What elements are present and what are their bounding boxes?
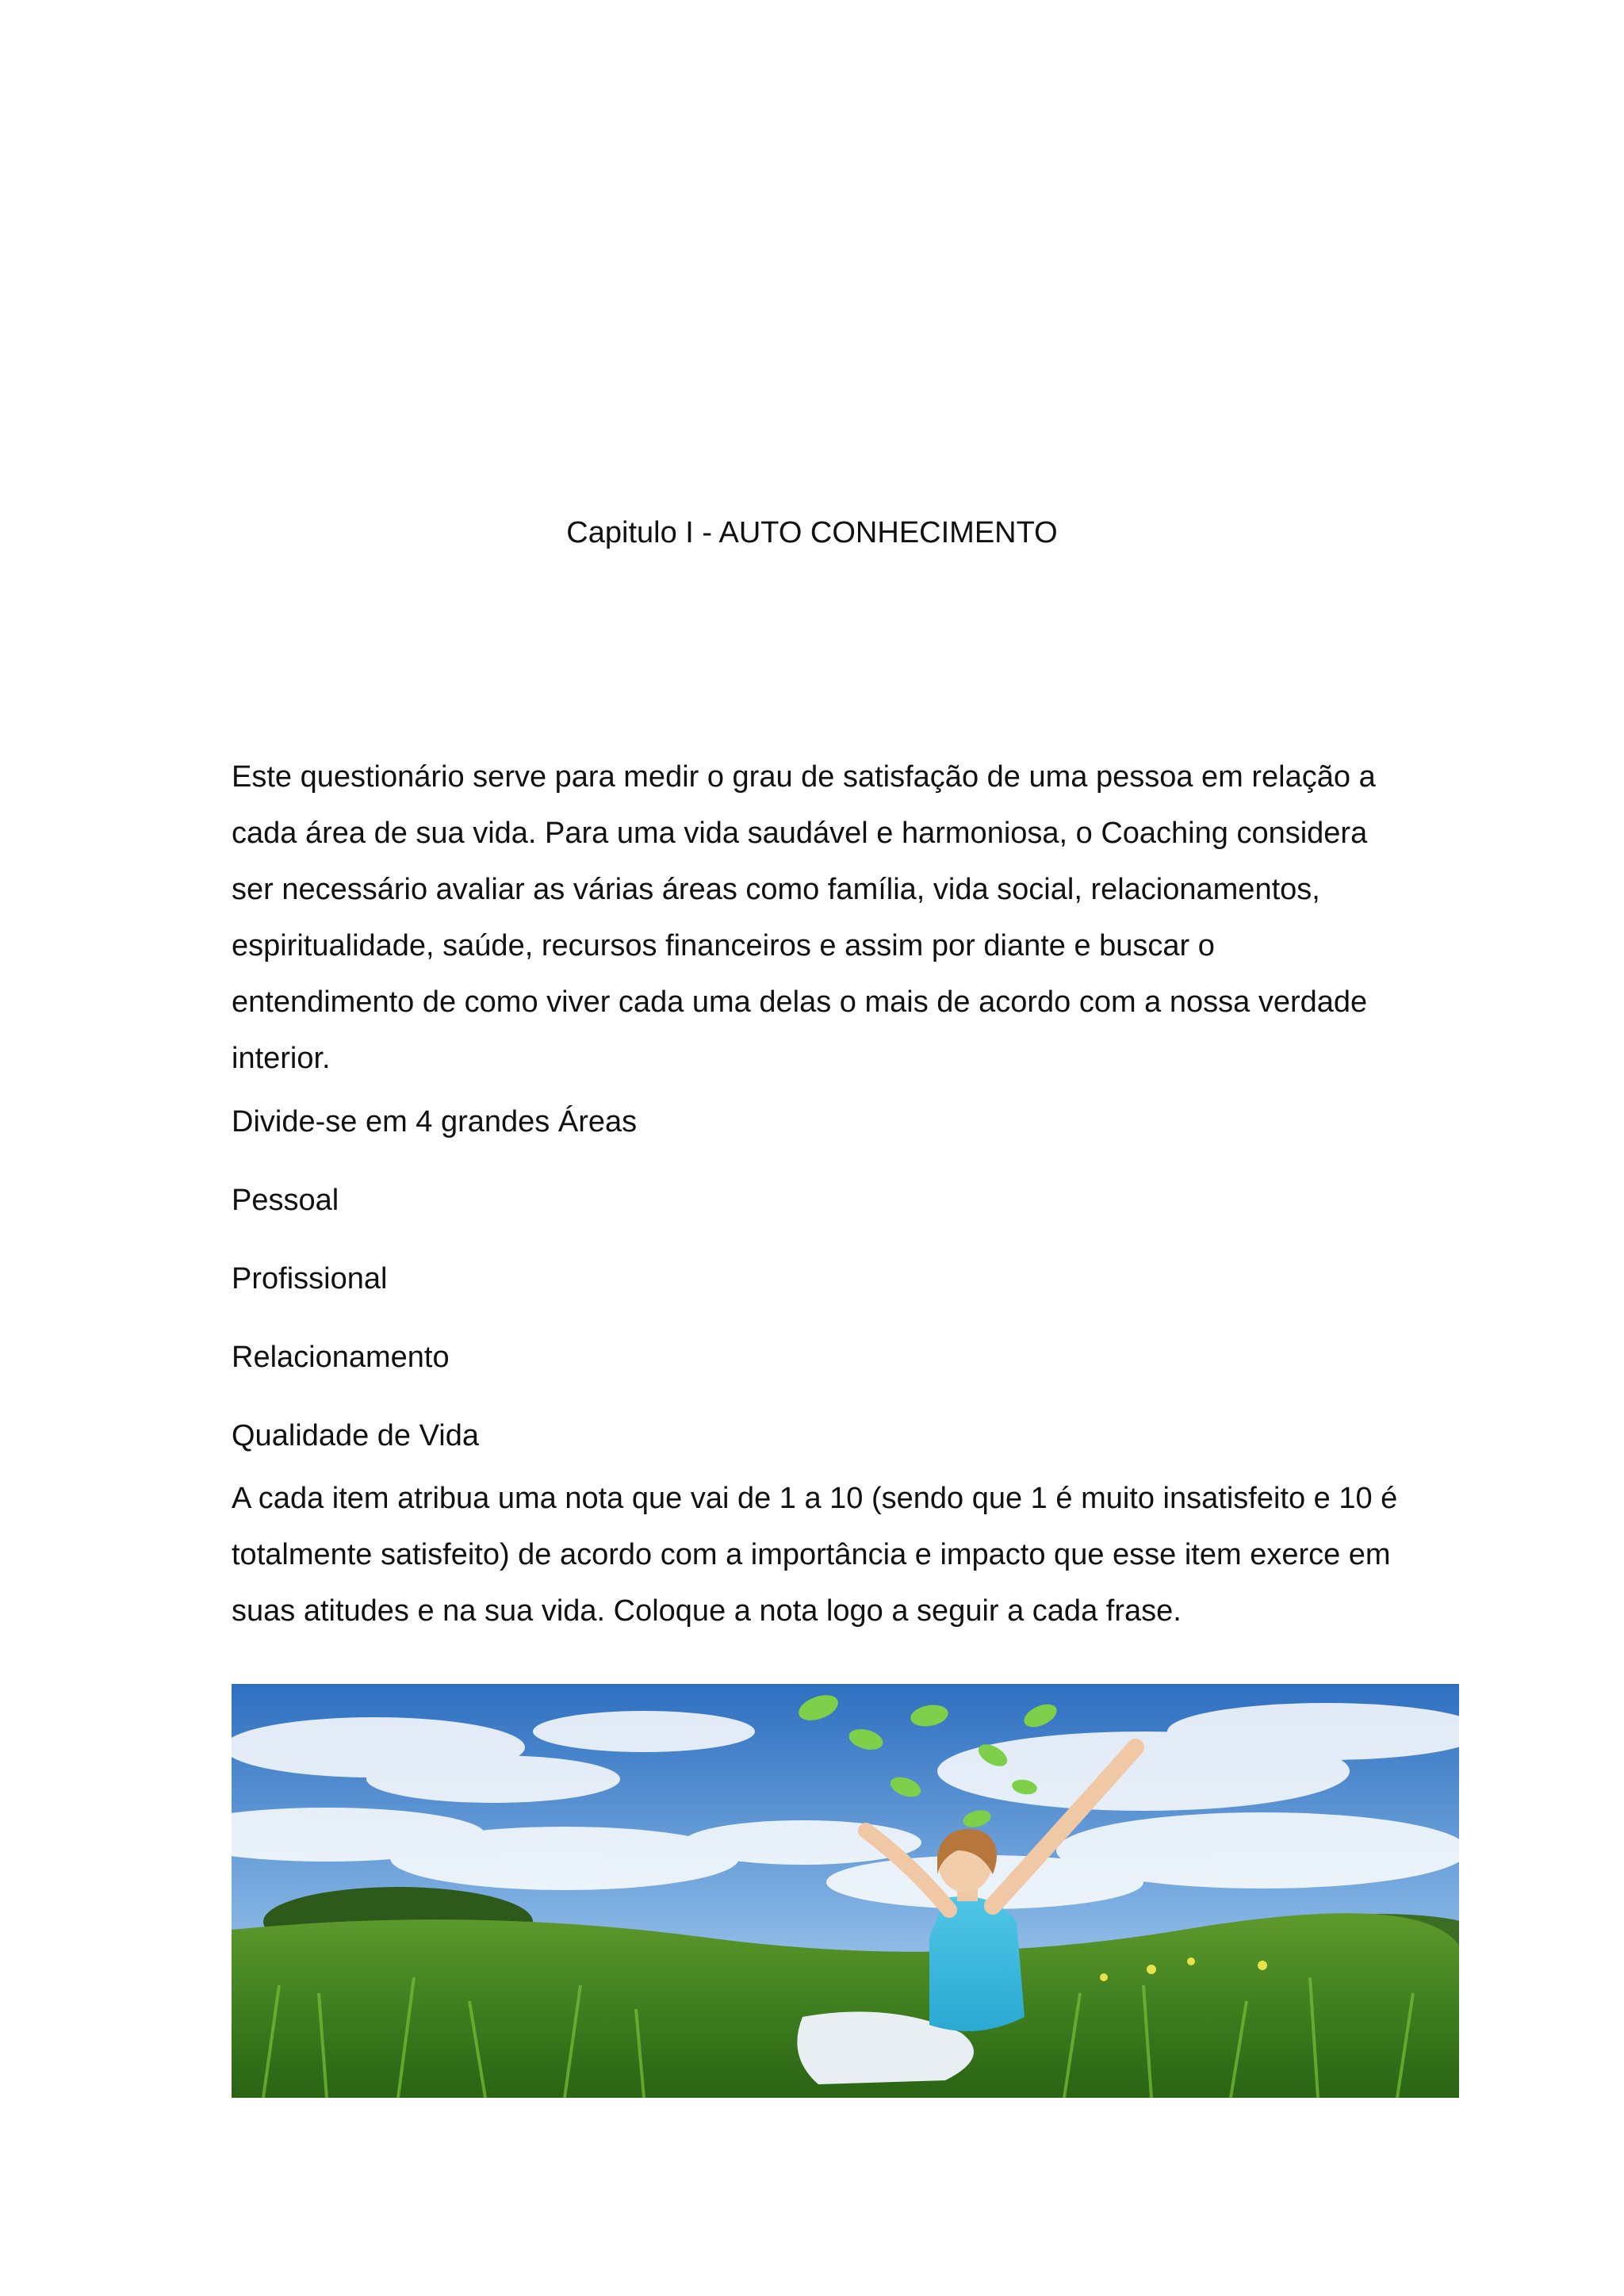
intro-paragraph: Este questionário serve para medir o grau de satisfação de uma pessoa em relação a cada área de sua vida. Para uma vida saudável e harmoniosa, o Coaching considera ser necessário avaliar as várias áreas como família, vida social, relacionamentos, espiritualidade, saúde, recursos financeiros e assim por diante e buscar o entendimento de como viver cada uma delas o mais de acordo com a nossa verdade interior. <box>232 760 1376 1075</box>
areas-heading: Divide-se em 4 grandes Áreas <box>232 1105 638 1138</box>
area-item-pessoal: Pessoal <box>232 1184 339 1217</box>
hero-image <box>232 1684 1459 2098</box>
page-title: Capitulo I - AUTO CONHECIMENTO <box>566 516 1058 549</box>
area-item-relacionamento: Relacionamento <box>232 1341 450 1374</box>
document-body <box>232 749 1405 1640</box>
area-item-qualidade-de-vida: Qualidade de Vida <box>232 1419 479 1452</box>
instruction-paragraph: A cada item atribua uma nota que vai de 1 a 10 (sendo que 1 é muito insatisfeito e 10 é totalmente satisfeito) de acordo com a importância e impacto que esse item exerce em suas atitudes e na sua vida. Coloque a nota logo a seguir a cada frase. <box>232 1482 1398 1628</box>
area-item-profissional: Profissional <box>232 1262 388 1295</box>
